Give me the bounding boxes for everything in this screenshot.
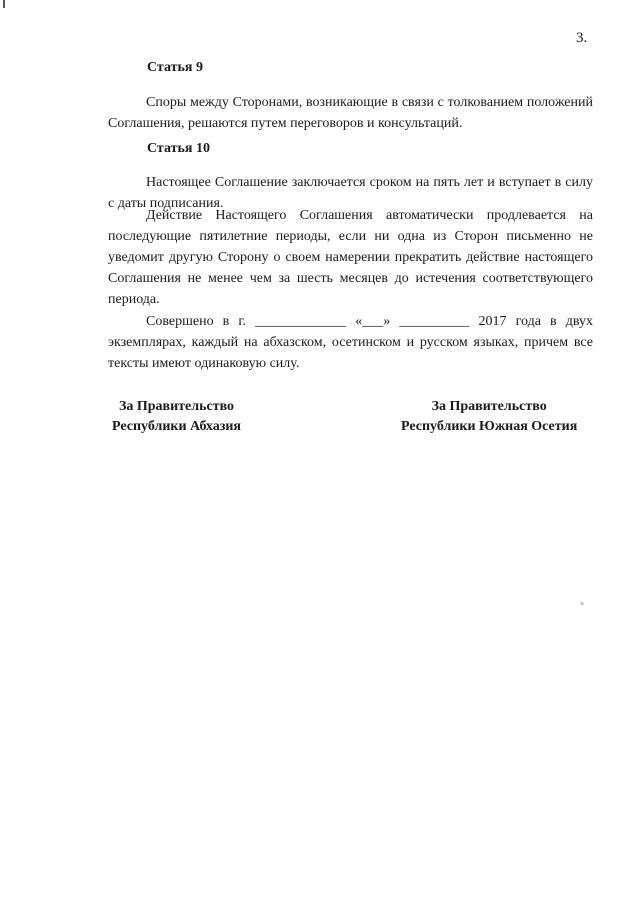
signature-abkhazia-line-1: За Правительство (118, 399, 235, 414)
signature-south-ossetia-line-2: Республики Южная Осетия (401, 419, 578, 434)
article-10-heading: Статья 10 (147, 141, 210, 156)
article-10-paragraph-2: Действие Настоящего Соглашения автоматически продлевается на последующие пятилетние периоды, если ни одна из Сторон письменно не уведомит другую Сторону о своем намерении прекратить действие настоящего Соглашения не менее чем за шесть месяцев до истечения соответствующего периода. (108, 208, 593, 307)
signature-block-abkhazia (112, 397, 241, 437)
signature-block-south-ossetia (401, 397, 577, 437)
signature-south-ossetia-line-1: За Правительство (431, 399, 547, 414)
page-number: 3. (576, 30, 588, 46)
article-9-paragraph: Споры между Сторонами, возникающие в связи с толкованием положений Соглашения, решаются путем переговоров и консультаций. (108, 95, 593, 131)
signature-abkhazia-line-2: Республики Абхазия (112, 419, 242, 434)
scan-speck (580, 601, 585, 606)
closing-paragraph: Совершено в г. _____________ «___» __________ 2017 года в двух экземплярах, каждый на абхазском, осетинском и русском языках, причем все тексты имеют одинаковую силу. (108, 314, 593, 371)
scan-edge-mark (3, 0, 5, 8)
article-9-heading: Статья 9 (147, 60, 203, 75)
article-10-paragraph-1: Настоящее Соглашение заключается сроком на пять лет и вступает в силу с даты подписания. (108, 175, 593, 211)
